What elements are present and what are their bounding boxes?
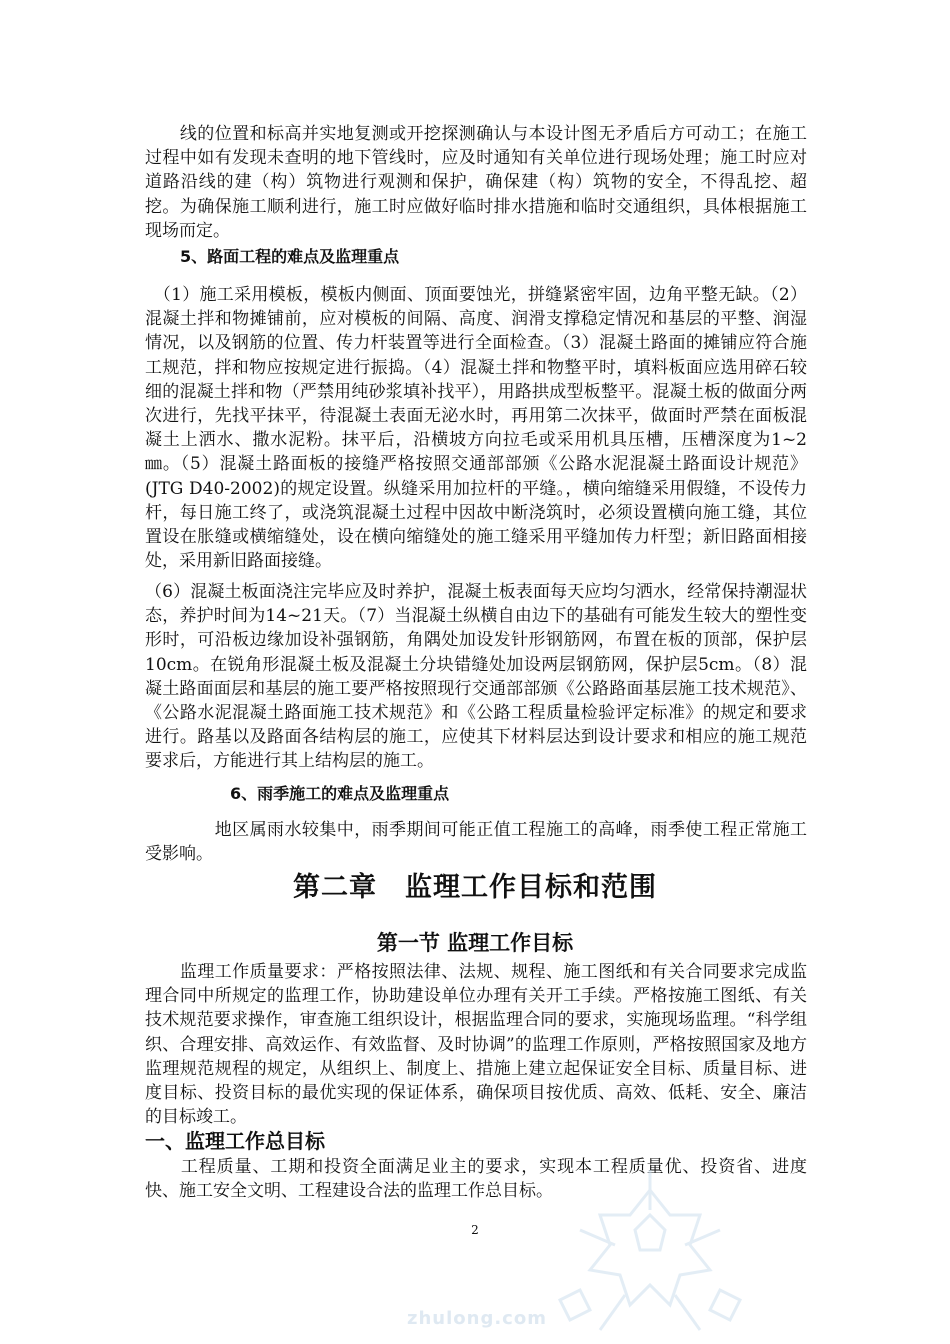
heading-rainy-season: 6、雨季施工的难点及监理重点	[230, 784, 450, 803]
paragraph-quality-requirements: 监理工作质量要求：严格按照法律、法规、规程、施工图纸和有关合同要求完成监理合同中所规定的监理工作，协助建设单位办理有关开工手续。严格按施工图纸、有关技术规范要求操作，审查施工组织设计，根据监理合同的要求，实施现场监理。“科学组织、合理安排、高效运作、有效监督、及时协调”的监理工作原则，严格按照国家及地方监理规范规程的规定，从组织上、制度上、措施上建立起保证安全目标、质量目标、进度目标、投资目标的最优实现的保证体系，确保项目按优质、高效、低耗、安全、廉洁的目标竣工。	[145, 962, 807, 1128]
page-number: 2	[471, 1223, 479, 1237]
paragraph-rainy-season: 地区属雨水较集中，雨季期间可能正值工程施工的高峰，雨季使工程正常施工受影响。	[145, 820, 807, 865]
chapter-title: 第二章 监理工作目标和范围	[293, 872, 657, 903]
paragraph-overall-goal: 工程质量、工期和投资全面满足业主的要求，实现本工程质量优、投资省、进度快、施工安全文明、工程建设合法的监理工作总目标。	[145, 1157, 807, 1202]
watermark-text: zhulong.com	[407, 1308, 547, 1329]
paragraph-pavement-points-1-5: （1）施工采用模板，模板内侧面、顶面要蚀光，拼缝紧密牢固，边角平整无缺。（2）混凝土拌和物摊铺前，应对模板的间隔、高度、润滑支撑稳定情况和基层的平整、润湿情况，以及钢筋的位置、传力杆装置等进行全面检查。（3）混凝土路面的摊铺应符合施工规范，拌和物应按规定进行振捣。（4）混凝土拌和物整平时，填料板面应选用碎石较细的混凝土拌和物（严禁用纯砂浆填补找平），用路拱成型板整平。混凝土板的做面分两次进行，先找平抹平，待混凝土表面无泌水时，再用第二次抹平，做面时严禁在面板混凝土上洒水、撒水泥粉。抹平后，沿横坡方向拉毛或采用机具压槽，压槽深度为1~2㎜。（5）混凝土路面板的接缝严格按照交通部部颁《公路水泥混凝土路面设计规范》(JTG D40-2002)的规定设置。纵缝采用加拉杆的平缝。，横向缩缝采用假缝，不设传力杆，每日施工终了，或浇筑混凝土过程中因故中断浇筑时，必须设置横向施工缝，其位置设在胀缝或横缩缝处，设在横向缩缝处的施工缝采用平缝加传力杆型；新旧路面相接处，采用新旧路面接缝。	[145, 285, 807, 572]
section-title: 第一节 监理工作目标	[376, 931, 574, 955]
paragraph-pipeline-survey: 线的位置和标高并实地复测或开挖探测确认与本设计图无矛盾后方可动工；在施工过程中如有发现未查明的地下管线时，应及时通知有关单位进行现场处理；施工时应对道路沿线的建（构）筑物进行观测和保护，确保建（构）筑物的安全，不得乱挖、超挖。为确保施工顺利进行，施工时应做好临时排水措施和临时交通组织，具体根据施工现场而定。	[145, 124, 807, 241]
heading-pavement-difficulties: 5、路面工程的难点及监理重点	[180, 247, 400, 266]
subheading-overall-goal: 一、监理工作总目标	[145, 1129, 325, 1153]
paragraph-pavement-points-6-8: （6）混凝土板面浇注完毕应及时养护，混凝土板表面每天应均匀洒水，经常保持潮湿状态，养护时间为14~21天。（7）当混凝土纵横自由边下的基础有可能发生较大的塑性变形时，可沿板边缘加设补强钢筋，角隅处加设发针形钢筋网，布置在板的顶部，保护层10cm。在锐角形混凝土板及混凝土分块错缝处加设两层钢筋网，保护层5cm。（8）混凝土路面面层和基层的施工要严格按照现行交通部部颁《公路路面基层施工技术规范》、《公路水泥混凝土路面施工技术规范》和《公路工程质量检验评定标准》的规定和要求进行。路基以及路面各结构层的施工，应使其下材料层达到设计要求和相应的施工规范要求后，方能进行其上结构层的施工。	[145, 582, 807, 772]
